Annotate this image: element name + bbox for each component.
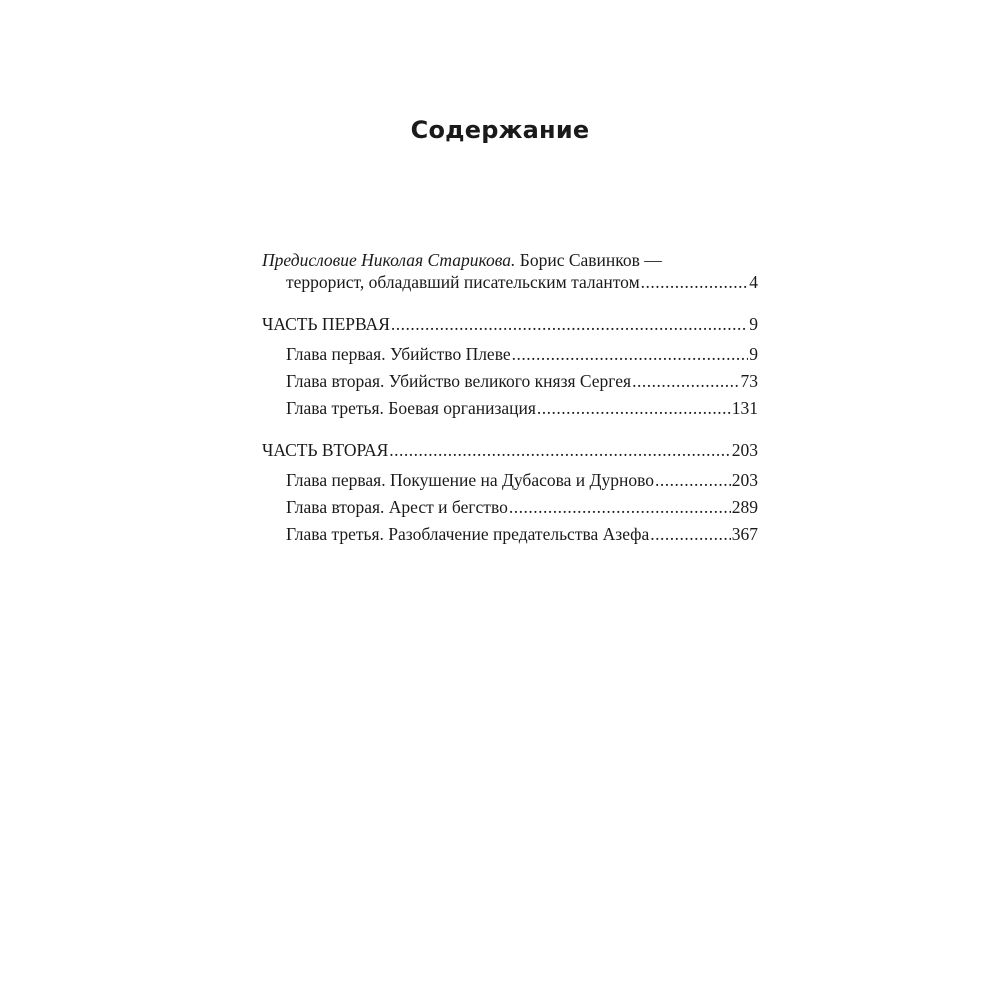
dot-leader — [537, 397, 731, 419]
preface-first-line — [262, 249, 758, 271]
dot-leader — [632, 370, 739, 392]
page-number: 203 — [731, 470, 758, 490]
preface-title-line2: террорист, обладавший писательским талантом — [286, 272, 640, 292]
chapter-title: Глава третья. Разоблачение предательства Азефа — [286, 524, 650, 544]
toc-entry-chapter[interactable] — [262, 496, 758, 518]
chapter-title: Глава первая. Убийство Плеве — [286, 344, 511, 364]
dot-leader — [655, 469, 731, 491]
page-number: 73 — [740, 371, 758, 391]
dot-leader — [509, 496, 731, 518]
toc-entry-part-two[interactable] — [262, 439, 758, 461]
page-title: Содержание — [410, 116, 590, 144]
page-number: 203 — [731, 440, 758, 460]
part-title: ЧАСТЬ ВТОРАЯ — [262, 440, 389, 460]
page-number: 131 — [731, 398, 758, 418]
page-number: 367 — [731, 524, 758, 544]
page-number: 9 — [749, 344, 758, 364]
page-number: 9 — [749, 314, 758, 334]
part-title: ЧАСТЬ ПЕРВАЯ — [262, 314, 390, 334]
toc-entry-chapter[interactable] — [262, 343, 758, 365]
dot-leader — [641, 271, 749, 293]
toc-entry-chapter[interactable] — [262, 370, 758, 392]
toc-entry-chapter[interactable] — [262, 397, 758, 419]
chapter-title: Глава вторая. Убийство великого князя Сергея — [286, 371, 632, 391]
preface-title-line1: Борис Савинков — — [519, 250, 662, 270]
toc-entry-chapter[interactable] — [262, 523, 758, 545]
table-of-contents — [262, 249, 758, 550]
dot-leader — [389, 439, 730, 461]
chapter-title: Глава первая. Покушение на Дубасова и Дурново — [286, 470, 654, 490]
toc-entry-part-one[interactable] — [262, 313, 758, 335]
dot-leader — [391, 313, 748, 335]
toc-entry-chapter[interactable] — [262, 469, 758, 491]
preface-second-line — [262, 271, 758, 293]
chapter-title: Глава третья. Боевая организация — [286, 398, 536, 418]
toc-entry-preface[interactable] — [262, 249, 758, 293]
dot-leader — [650, 523, 730, 545]
page-number: 4 — [749, 272, 758, 292]
page-number: 289 — [731, 497, 758, 517]
chapter-title: Глава вторая. Арест и бегство — [286, 497, 508, 517]
preface-author: Предисловие Николая Старикова. — [262, 250, 516, 270]
dot-leader — [512, 343, 749, 365]
